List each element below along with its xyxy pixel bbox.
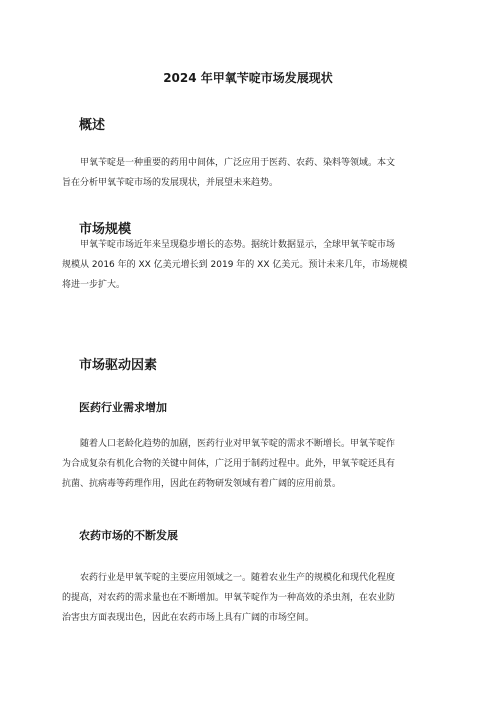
paragraph-line: 甲氧苄啶是一种重要的药用中间体，广泛应用于医药、农药、染料等领域。本文 (80, 158, 396, 168)
section-heading-market-drivers: 市场驱动因素 (79, 358, 158, 373)
subsection-heading-pharma-demand: 医药行业需求增加 (79, 401, 167, 414)
section-paragraph-overview (62, 153, 434, 193)
paragraph-line: 抗菌、抗病毒等药理作用，因此在药物研发领域有着广阔的应用前景。 (62, 479, 342, 489)
section-paragraph-market-size (62, 235, 434, 295)
paragraph-line: 规模从 2016 年的 XX 亿美元增长到 2019 年的 XX 亿美元。预计未来几年，市场规模 (62, 260, 408, 270)
paragraph-line: 治害虫方面表现出色，因此在农药市场上具有广阔的市场空间。 (62, 613, 315, 623)
paragraph-line: 随着人口老龄化趋势的加剧，医药行业对甲氧苄啶的需求不断增长。甲氧苄啶作 (80, 439, 396, 449)
subsection-paragraph-pesticide-market (62, 568, 434, 628)
paragraph-line: 旨在分析甲氧苄啶市场的发展现状，并展望未来趋势。 (62, 178, 279, 188)
paragraph-line: 为合成复杂有机化合物的关键中间体，广泛用于制药过程中。此外，甲氧苄啶还具有 (62, 459, 396, 469)
paragraph-line: 甲氧苄啶市场近年来呈现稳步增长的态势。据统计数据显示，全球甲氧苄啶市场 (80, 240, 396, 250)
section-heading-overview: 概述 (79, 118, 106, 133)
subsection-paragraph-pharma-demand (62, 434, 434, 494)
paragraph-line: 农药行业是甲氧苄啶的主要应用领域之一。随着农业生产的规模化和现代化程度 (80, 573, 396, 583)
paragraph-line: 将进一步扩大。 (62, 280, 126, 290)
paragraph-line: 的提高，对农药的需求量也在不断增加。甲氧苄啶作为一种高效的杀虫剂，在农业防 (62, 593, 396, 603)
section-heading-market-size: 市场规模 (79, 222, 132, 237)
page-title: 2024 年甲氧苄啶市场发展现状 (163, 71, 333, 85)
subsection-heading-pesticide-market: 农药市场的不断发展 (79, 529, 178, 542)
